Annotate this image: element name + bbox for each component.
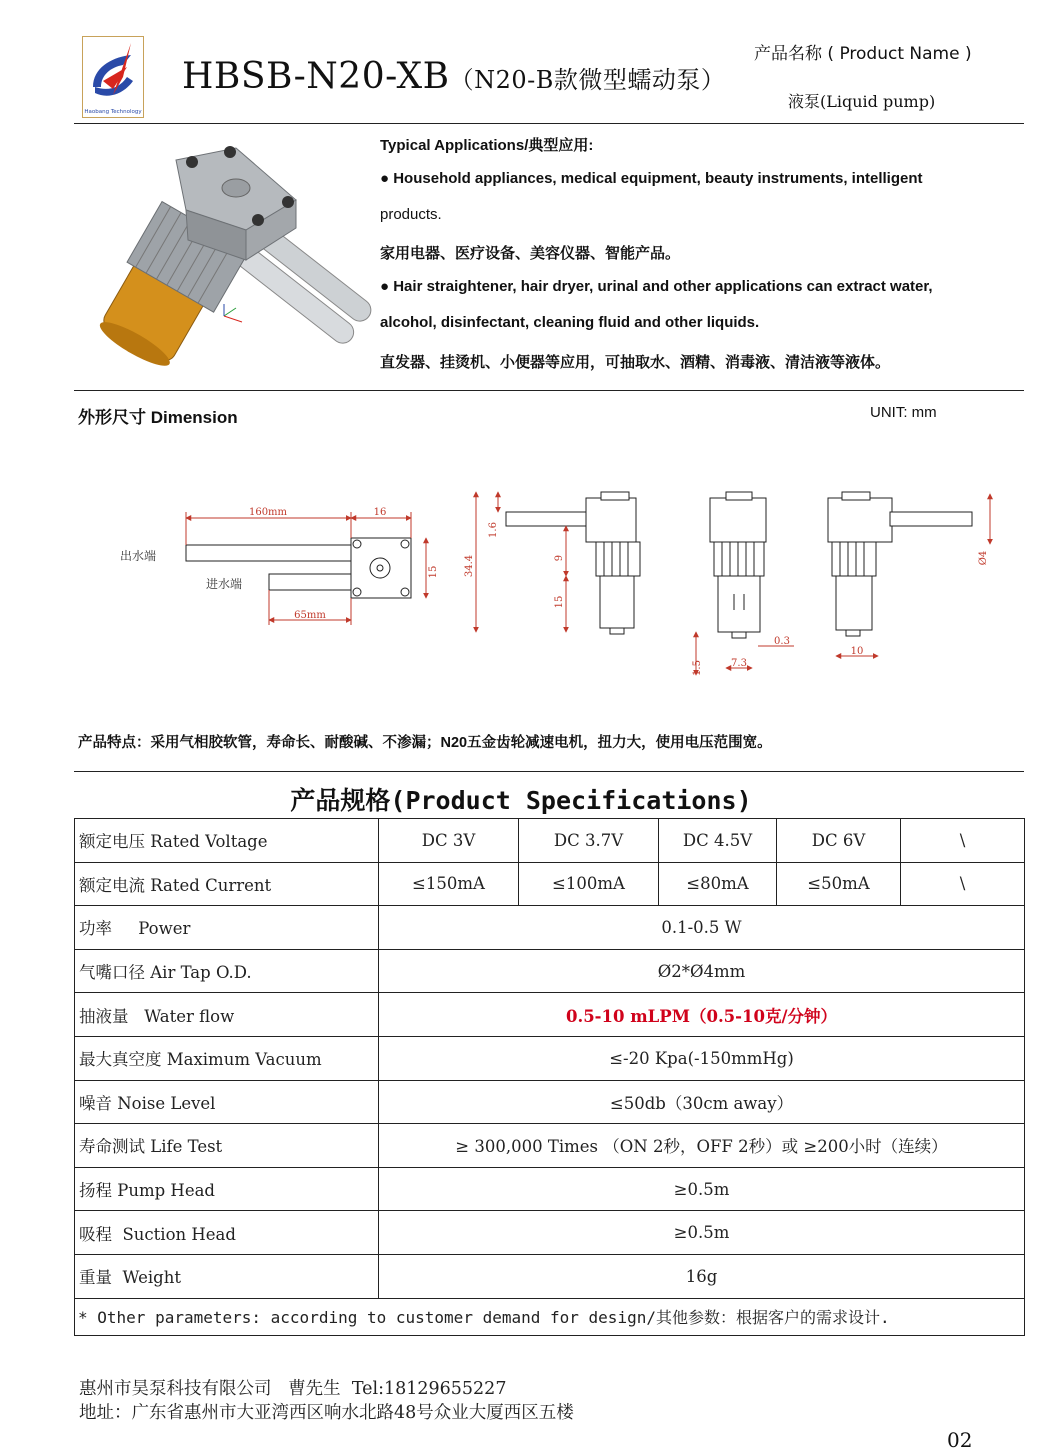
row-label-current: 额定电流 Rated Current xyxy=(75,862,379,906)
dimension-drawing xyxy=(74,470,1024,690)
cell-voltage-1: DC 3V xyxy=(379,819,519,863)
dim-34-4: 34.4 xyxy=(464,554,475,578)
axis-indicator xyxy=(224,304,242,322)
product-model-title xyxy=(182,56,725,97)
row-label-pump-head: 扬程 Pump Head xyxy=(75,1167,379,1211)
company-logo xyxy=(82,36,144,118)
row-label-voltage: 额定电压 Rated Voltage xyxy=(75,819,379,863)
row-label-suction-head: 吸程 Suction Head xyxy=(75,1211,379,1255)
dim-15-side: 15 xyxy=(554,595,565,609)
dim-7-3: 7.3 xyxy=(731,658,747,669)
product-name-label: 产品名称 ( Product Name ) xyxy=(754,44,972,64)
application-2-en-line1: ● Hair straightener, hair dryer, urinal and other applications can extract water, xyxy=(380,278,933,295)
cell-voltage-4: DC 6V xyxy=(777,819,901,863)
specs-note: * Other parameters: according to customer demand for design/其他参数：根据客户的需求设计. xyxy=(75,1298,1025,1335)
company-address: 地址：广东省惠州市大亚湾西区响水北路48号众业大厦西区五楼 xyxy=(79,1403,574,1423)
dim-diameter-4: Ø4 xyxy=(978,550,989,566)
cell-pump-head: ≥0.5m xyxy=(379,1167,1025,1211)
dim-1-5: 1.5 xyxy=(692,660,703,676)
application-2-en-line2: alcohol, disinfectant, cleaning fluid and other liquids. xyxy=(380,314,760,331)
model-code: HBSB-N20-XB xyxy=(182,56,450,97)
table-row xyxy=(75,1080,1025,1124)
dim-1-6: 1.6 xyxy=(488,522,499,538)
cell-noise: ≤50db（30cm away） xyxy=(379,1080,1025,1124)
cell-voltage-3: DC 4.5V xyxy=(659,819,777,863)
specs-table xyxy=(74,818,1025,1336)
dim-65: 65mm xyxy=(294,610,326,621)
specs-title xyxy=(0,781,1042,817)
outlet-label: 出水端 xyxy=(120,549,157,563)
product-features: 产品特点：采用气相胶软管，寿命长、耐酸碱、不渗漏；N20五金齿轮减速电机，扭力大，使用电压范围宽。 xyxy=(78,735,772,751)
cell-current-3: ≤80mA xyxy=(659,862,777,906)
page-number: 02 xyxy=(947,1428,973,1452)
cell-suction-head: ≥0.5m xyxy=(379,1211,1025,1255)
table-row xyxy=(75,1298,1025,1335)
table-row xyxy=(75,1211,1025,1255)
specs-title-en: (Product Specifications) xyxy=(390,786,752,815)
table-row xyxy=(75,1254,1025,1298)
table-row xyxy=(75,949,1025,993)
application-2-cn: 直发器、挂烫机、小便器等应用，可抽取水、酒精、消毒液、清洁液等液体。 xyxy=(380,354,891,371)
header-divider xyxy=(74,123,1024,124)
cell-current-4: ≤50mA xyxy=(777,862,901,906)
table-row xyxy=(75,993,1025,1037)
cell-voltage-2: DC 3.7V xyxy=(519,819,659,863)
company-contact: 惠州市昊泵科技有限公司 曹先生 Tel:18129655227 xyxy=(79,1379,507,1399)
cell-current-1: ≤150mA xyxy=(379,862,519,906)
dim-10: 10 xyxy=(850,646,864,657)
application-1-en-line1: ● Household appliances, medical equipment, beauty instruments, intelligent xyxy=(380,170,923,187)
dimension-title: 外形尺寸 Dimension xyxy=(78,408,238,427)
applications-title: Typical Applications/典型应用: xyxy=(380,137,594,154)
dim-16: 16 xyxy=(373,507,387,518)
product-photo xyxy=(96,140,376,380)
cell-power: 0.1-0.5 W xyxy=(379,906,1025,950)
dim-15-top: 15 xyxy=(428,565,439,579)
cell-voltage-5: \ xyxy=(901,819,1025,863)
model-subtitle: （N20-B款微型蠕动泵） xyxy=(449,66,726,94)
table-row xyxy=(75,1036,1025,1080)
features-divider xyxy=(74,771,1024,772)
table-row xyxy=(75,906,1025,950)
row-label-air-tap: 气嘴口径 Air Tap O.D. xyxy=(75,949,379,993)
table-row xyxy=(75,1167,1025,1211)
dim-0-3: 0.3 xyxy=(774,636,790,647)
row-label-weight: 重量 Weight xyxy=(75,1254,379,1298)
application-1-cn: 家用电器、医疗设备、美容仪器、智能产品。 xyxy=(380,245,681,262)
cell-vacuum: ≤-20 Kpa(-150mmHg) xyxy=(379,1036,1025,1080)
row-label-life-test: 寿命测试 Life Test xyxy=(75,1124,379,1168)
section-divider xyxy=(74,390,1024,391)
row-label-noise: 噪音 Noise Level xyxy=(75,1080,379,1124)
cell-air-tap: Ø2*Ø4mm xyxy=(379,949,1025,993)
cell-life-test: ≥ 300,000 Times （ON 2秒，OFF 2秒）或 ≥200小时（连续） xyxy=(379,1124,1025,1168)
application-1-en-line2: products. xyxy=(380,206,442,223)
dim-9: 9 xyxy=(554,554,565,562)
row-label-power: 功率 Power xyxy=(75,906,379,950)
cell-weight: 16g xyxy=(379,1254,1025,1298)
cell-current-5: \ xyxy=(901,862,1025,906)
inlet-label: 进水端 xyxy=(206,577,243,591)
table-row xyxy=(75,1124,1025,1168)
cell-current-2: ≤100mA xyxy=(519,862,659,906)
table-row xyxy=(75,862,1025,906)
product-name-value: 液泵(Liquid pump) xyxy=(788,92,936,111)
dim-160: 160mm xyxy=(248,507,288,518)
cell-water-flow: 0.5-10 mLPM（0.5-10克/分钟） xyxy=(379,993,1025,1037)
specs-title-cn: 产品规格 xyxy=(290,786,391,815)
row-label-vacuum: 最大真空度 Maximum Vacuum xyxy=(75,1036,379,1080)
table-row xyxy=(75,819,1025,863)
row-label-water-flow: 抽液量 Water flow xyxy=(75,993,379,1037)
logo-text: Haobang Technology xyxy=(84,109,142,115)
dimension-unit: UNIT: mm xyxy=(870,404,937,421)
